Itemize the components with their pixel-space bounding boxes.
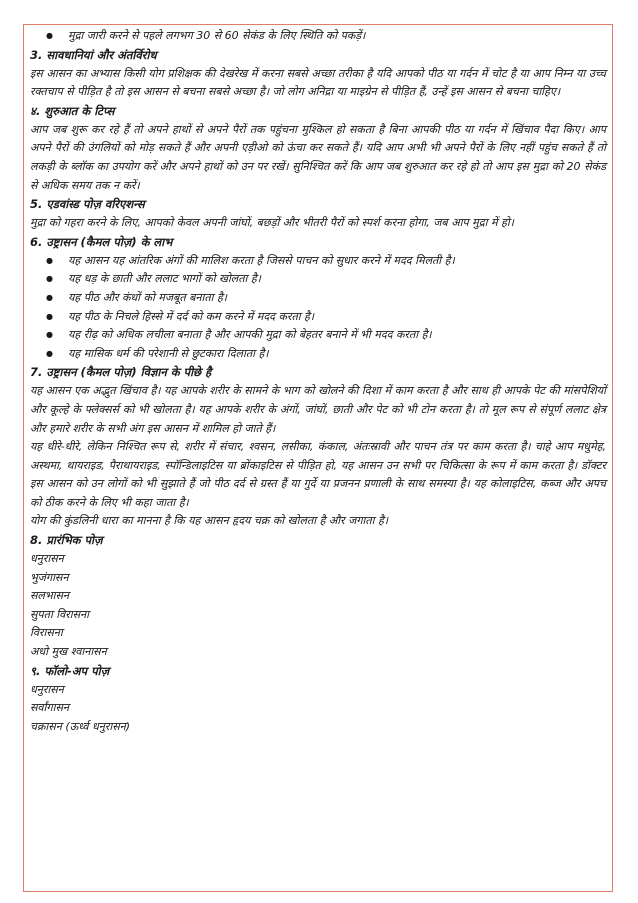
list-item: भुजंगासन xyxy=(30,570,69,584)
list-item: धनुरासन xyxy=(30,682,64,696)
document-page xyxy=(23,24,613,892)
benefits-list xyxy=(30,252,606,364)
list-item: धनुरासन xyxy=(30,552,64,566)
section-heading-beginner-tips: ४. शुरुआत के टिप्स xyxy=(30,103,115,118)
section-heading-preparatory-poses: 8. प्रारंभिक पोज़ xyxy=(30,533,103,548)
science-paragraph-2: यह धीरे-धीरे, लेकिन निश्चित रूप से, शरीर में संचार, श्वसन, लसीका, कंकाल, अंतःस्रावी और पाचन तंत्र पर काम करता है। चाहे आप मधुमेह, अस्थमा, थायराइड, पैराथायराइड, स्पॉन्डिलाइटिस या ब्रोंकाइटिस से पीड़ित हो, यह आसन उन सभी पर चिकित्सा के रूप में काम करता है। डॉक्टर इस आसन को उन लोगों को भी सुझाते हैं जो पीठ दर्द से ग्रस्त हैं या गुर्दे या प्रजनन प्रणाली के साथ समस्या है। यह कोलाइटिस, कब्ज और अपच को ठीक करने के लिए भी कहा जाता है। xyxy=(30,440,606,509)
list-item: ● यह रीढ़ को अधिक लचीला बनाता है और आपकी मुद्रा को बेहतर बनाने में भी मदद करता है। xyxy=(68,326,606,345)
section-heading-science: 7. उष्ट्रासन (कैमल पोज़) विज्ञान के पीछे है xyxy=(30,365,212,380)
list-item: ● यह मासिक धर्म की परेशानी से छुटकारा दिलाता है। xyxy=(68,345,606,364)
list-item: ● यह आसन यह आंतरिक अंगों की मालिश करता है जिससे पाचन को सुधार करने में मदद मिलती है। xyxy=(68,252,606,271)
section-heading-advanced-variations: 5. एडवांस्ड पोज़ वरिएशन्स xyxy=(30,197,145,212)
list-item: ● यह धड़ के छाती और ललाट भागों को खोलता है। xyxy=(68,270,606,289)
list-item: सुपता विरासना xyxy=(30,607,90,621)
section-heading-precautions: 3. सावधानियां और अंतर्विरोध xyxy=(30,47,157,62)
beginner-tips-paragraph: आप जब शुरू कर रहे हैं तो अपने हाथों से अपने पैरों तक पहुंचना मुश्किल हो सकता है बिना आपकी पीठ या गर्दन में खिंचाव पैदा किए। आप अपने पैरों की उंगलियों को मोड़ सकते हैं और अपनी एड़ीओ को ऊंचा कर सकते हैं। यदि आप अभी भी अपने पैरों के लिए नहीं पहुंच सकते हैं तो लकड़ी के ब्लॉक का उपयोग करें और अपने हाथों को उन पर रखें। सुनिश्चित करें कि आप जब शुरुआत कर रहे हो तो आप इस मुद्रा को 20 सेकंड से अधिक समय तक न करें। xyxy=(30,122,606,192)
section-heading-benefits: 6. उष्ट्रासन (कैमल पोज़) के लाभ xyxy=(30,234,173,249)
science-paragraph-3: योग की कुंडलिनी धारा का मानना है कि यह आसन हृदय चक्र को खोलता है और जगाता है। xyxy=(30,514,388,528)
list-item: ● मुद्रा जारी करने से पहले लगभग 30 से 60 सेकंड के लिए स्थिति को पकड़ें। xyxy=(68,27,606,46)
list-item: चक्रासन (ऊर्ध्व धनुरासन) xyxy=(30,719,131,733)
list-item: विरासना xyxy=(30,626,63,640)
section-heading-follow-up-poses: ९. फॉलो-अप पोज़ xyxy=(30,663,110,678)
list-item: सलभासन xyxy=(30,589,70,603)
science-paragraph-1: यह आसन एक अद्भुत खिंचाव है। यह आपके शरीर के सामने के भाग को खोलने की दिशा में काम करता है और साथ ही आपके पेट की मांसपेशियों और कूल्हे के फ्लेक्सर्स को भी खोलता है। यह आपके शरीर के अंगों, जांघों, छाती और पेट को भी टोन करता है। तो मूल रूप से संपूर्ण ललाट क्षेत्र और हमारे शरीर के सभी अंग इस आसन में शामिल हो जाते हैं। xyxy=(30,384,606,435)
list-item: ● यह पीठ और कंधों को मजबूत बनाता है। xyxy=(68,289,606,308)
list-item: ● यह पीठ के निचले हिस्से में दर्द को कम करने में मदद करता है। xyxy=(68,308,606,327)
list-item: अधो मुख श्वानासन xyxy=(30,645,107,659)
precautions-paragraph: इस आसन का अभ्यास किसी योग प्रशिक्षक की देखरेख में करना सबसे अच्छा तरीका है यदि आपको पीठ या गर्दन में चोट है या आप निम्न या उच्च रक्तचाप से पीड़ित है तो इस आसन से बचना सबसे अच्छा है। जो लोग अनिद्रा या माइग्रेन से पीड़ित हैं, उन्हें इस आसन से बचना चाहिए। xyxy=(30,66,606,99)
list-item: सर्वांगासन xyxy=(30,701,69,715)
advanced-variations-paragraph: मुद्रा को गहरा करने के लिए, आपको केवल अपनी जांघों, बछड़ों और भीतरी पैरों को स्पर्श करना होगा, जब आप मुद्रा में हो। xyxy=(30,216,514,230)
top-bullet-list xyxy=(30,27,606,46)
